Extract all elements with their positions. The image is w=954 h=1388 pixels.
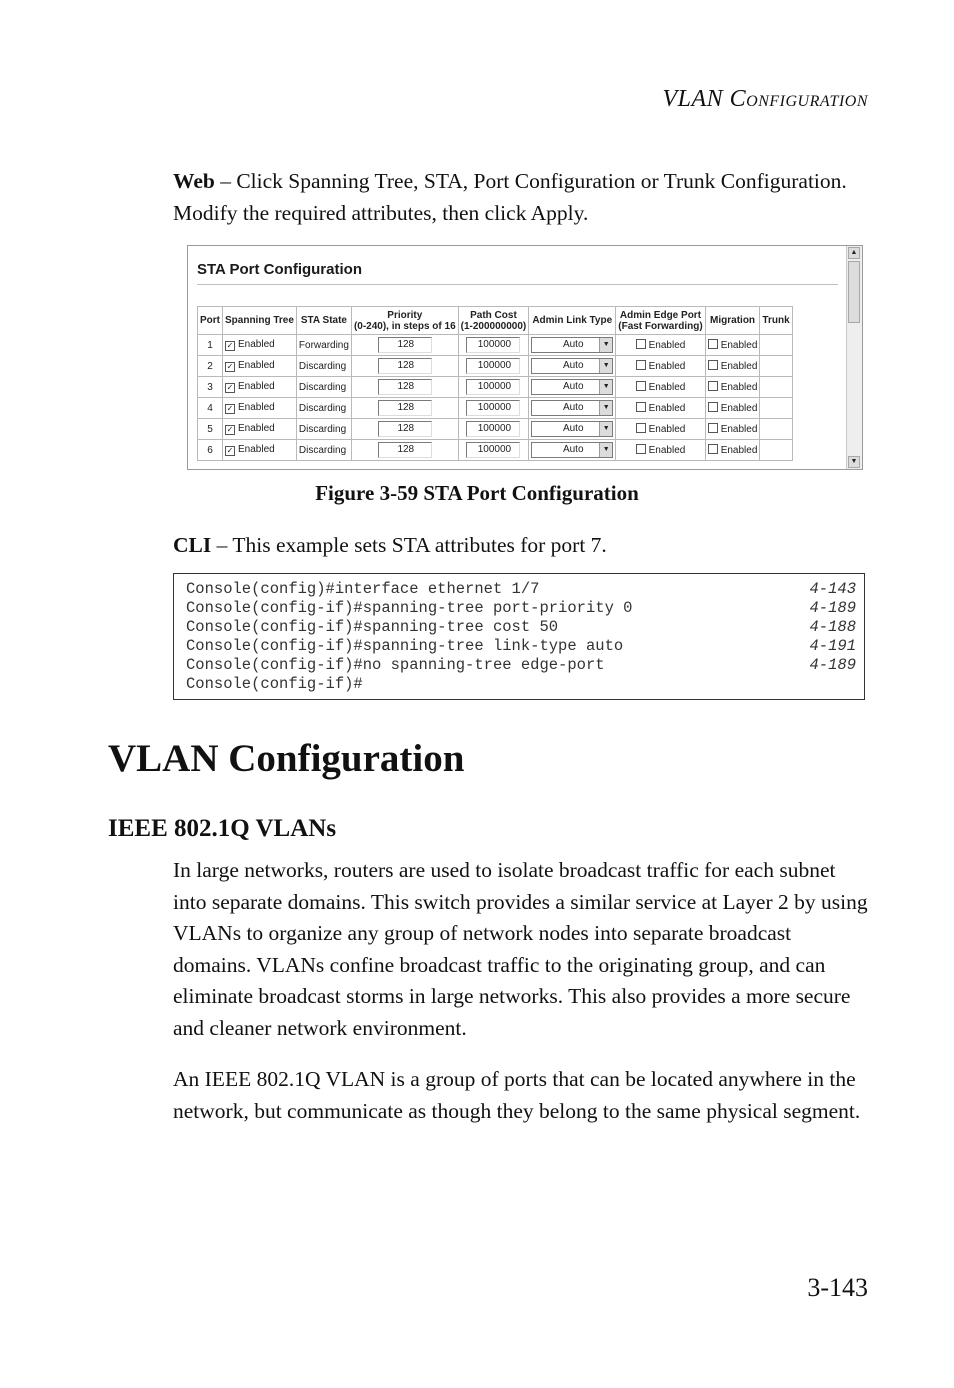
cell-path-cost[interactable] (458, 398, 529, 419)
link-type-select[interactable]: Auto ▼ (531, 358, 613, 374)
cell-trunk (760, 335, 792, 356)
cell-migration[interactable]: Enabled (705, 419, 760, 440)
cell-sta-state: Discarding (296, 440, 351, 461)
cell-edge-port[interactable]: Enabled (616, 419, 705, 440)
cell-port: 2 (198, 356, 223, 377)
checkbox-checked-icon[interactable]: ✓ (226, 362, 234, 371)
running-header-c: C (729, 86, 747, 112)
console-line: Console(config-if)#spanning-tree port-priority 0 4-189 (186, 599, 856, 617)
cell-sta-state: Discarding (296, 419, 351, 440)
running-header-lan: LAN (677, 86, 730, 112)
cell-trunk (760, 377, 792, 398)
checkbox-unchecked-icon[interactable] (708, 360, 718, 370)
dropdown-arrow-icon[interactable]: ▼ (599, 359, 612, 373)
checkbox-unchecked-icon[interactable] (636, 402, 646, 412)
cell-edge-port[interactable]: Enabled (616, 440, 705, 461)
cell-port: 4 (198, 398, 223, 419)
cell-port: 6 (198, 440, 223, 461)
web-label: Web (173, 169, 215, 193)
col-path-cost: Path Cost (1-200000000) (458, 307, 529, 335)
cli-text: – This example sets STA attributes for port 7. (211, 533, 607, 557)
link-type-select[interactable]: Auto ▼ (531, 421, 613, 437)
scroll-up-icon[interactable]: ▲ (848, 247, 860, 259)
cell-link-type[interactable] (529, 377, 616, 398)
cell-path-cost[interactable] (458, 356, 529, 377)
body-paragraph-1: In large networks, routers are used to isolate broadcast traffic for each subnet into separate domains. This switch provides a similar service at Layer 2 by using VLANs to organize any group of network nodes into separate broadcast domains. VLANs confine broadcast traffic to the originating group, and can eliminate broadcast storms in large networks. This also provides a more secure and cleaner network environment. (173, 858, 868, 1040)
cell-edge-port[interactable]: Enabled (616, 377, 705, 398)
checkbox-checked-icon[interactable]: ✓ (226, 446, 234, 455)
dropdown-arrow-icon[interactable]: ▼ (599, 443, 612, 457)
table-row (198, 335, 793, 356)
priority-input[interactable]: 128 (378, 421, 432, 437)
console-line: Console(config-if)# (186, 675, 363, 693)
cell-priority[interactable] (351, 440, 458, 461)
col-admin-edge-port: Admin Edge Port (Fast Forwarding) (616, 307, 705, 335)
cell-priority[interactable] (351, 398, 458, 419)
cell-sta-state: Discarding (296, 377, 351, 398)
table-row (198, 377, 793, 398)
cell-spanning-tree[interactable]: ✓ Enabled (223, 440, 297, 461)
checkbox-checked-icon[interactable]: ✓ (226, 383, 234, 392)
col-port: Port (198, 307, 223, 335)
col-trunk: Trunk (760, 307, 792, 335)
console-line: Console(config-if)#spanning-tree cost 50 4-188 (186, 618, 856, 636)
title-divider (197, 284, 838, 285)
cli-label: CLI (173, 533, 212, 557)
priority-input[interactable]: 128 (378, 400, 432, 416)
path-cost-input[interactable]: 100000 (466, 337, 520, 353)
cell-spanning-tree[interactable]: ✓ Enabled (223, 335, 297, 356)
cell-spanning-tree[interactable]: ✓ Enabled (223, 398, 297, 419)
checkbox-unchecked-icon[interactable] (636, 444, 646, 454)
checkbox-checked-icon[interactable]: ✓ (226, 341, 234, 350)
cell-migration[interactable]: Enabled (705, 440, 760, 461)
cell-edge-port[interactable]: Enabled (616, 356, 705, 377)
dropdown-arrow-icon[interactable]: ▼ (599, 401, 612, 415)
console-example (173, 573, 865, 700)
cell-migration[interactable]: Enabled (705, 356, 760, 377)
cell-path-cost[interactable] (458, 419, 529, 440)
col-admin-link-type: Admin Link Type (529, 307, 616, 335)
cell-link-type[interactable] (529, 440, 616, 461)
console-line: Console(config)#interface ethernet 1/7 4-143 (186, 580, 856, 598)
checkbox-unchecked-icon[interactable] (708, 381, 718, 391)
priority-input[interactable]: 128 (378, 337, 432, 353)
dropdown-arrow-icon[interactable]: ▼ (599, 380, 612, 394)
cell-trunk (760, 440, 792, 461)
cell-priority[interactable] (351, 356, 458, 377)
link-type-select[interactable]: Auto ▼ (531, 337, 613, 353)
figure-panel-title: STA Port Configuration (197, 261, 362, 278)
priority-input[interactable]: 128 (378, 379, 432, 395)
cell-link-type[interactable] (529, 398, 616, 419)
col-priority: Priority (0-240), in steps of 16 (351, 307, 458, 335)
cell-migration[interactable]: Enabled (705, 377, 760, 398)
path-cost-input[interactable]: 100000 (466, 379, 520, 395)
cli-intro (173, 530, 868, 562)
cell-migration[interactable]: Enabled (705, 398, 760, 419)
path-cost-input[interactable]: 100000 (466, 400, 520, 416)
cell-link-type[interactable] (529, 335, 616, 356)
checkbox-unchecked-icon[interactable] (708, 339, 718, 349)
checkbox-unchecked-icon[interactable] (636, 423, 646, 433)
link-type-select[interactable]: Auto ▼ (531, 442, 613, 458)
checkbox-unchecked-icon[interactable] (636, 339, 646, 349)
col-sta-state: STA State (296, 307, 351, 335)
table-row (198, 356, 793, 377)
cell-sta-state: Discarding (296, 398, 351, 419)
checkbox-unchecked-icon[interactable] (708, 423, 718, 433)
cell-path-cost[interactable] (458, 335, 529, 356)
page-number: 3-143 (807, 1273, 868, 1302)
running-header-rest: ONFIGURATION (746, 93, 868, 110)
cell-path-cost[interactable] (458, 377, 529, 398)
checkbox-checked-icon[interactable]: ✓ (226, 404, 234, 413)
col-migration: Migration (705, 307, 760, 335)
checkbox-unchecked-icon[interactable] (636, 381, 646, 391)
sta-table-body (198, 335, 793, 461)
cell-port: 3 (198, 377, 223, 398)
cell-spanning-tree[interactable]: ✓ Enabled (223, 377, 297, 398)
cell-trunk (760, 419, 792, 440)
figure-caption: Figure 3-59 STA Port Configuration (315, 481, 639, 505)
cell-spanning-tree[interactable]: ✓ Enabled (223, 356, 297, 377)
cell-priority[interactable] (351, 335, 458, 356)
table-row (198, 398, 793, 419)
running-header (662, 86, 868, 113)
cell-migration[interactable]: Enabled (705, 335, 760, 356)
cell-port: 5 (198, 419, 223, 440)
cell-trunk (760, 356, 792, 377)
running-header-v: V (662, 86, 678, 112)
link-type-select[interactable]: Auto ▼ (531, 379, 613, 395)
body-paragraph-2: An IEEE 802.1Q VLAN is a group of ports that can be located anywhere in the network, but communicate as though they belong to the same physical segment. (173, 1067, 861, 1123)
console-line: Console(config-if)#spanning-tree link-type auto 4-191 (186, 637, 856, 655)
vertical-scrollbar[interactable] (846, 246, 862, 469)
checkbox-unchecked-icon[interactable] (708, 402, 718, 412)
cell-port: 1 (198, 335, 223, 356)
cell-link-type[interactable] (529, 356, 616, 377)
checkbox-checked-icon[interactable]: ✓ (226, 425, 234, 434)
subsection-title: IEEE 802.1Q VLANs (108, 815, 337, 842)
scroll-down-icon[interactable]: ▼ (848, 456, 860, 468)
table-row (198, 440, 793, 461)
dropdown-arrow-icon[interactable]: ▼ (599, 422, 612, 436)
web-instructions (173, 166, 868, 229)
checkbox-unchecked-icon[interactable] (708, 444, 718, 454)
path-cost-input[interactable]: 100000 (466, 442, 520, 458)
cell-sta-state: Forwarding (296, 335, 351, 356)
scroll-thumb[interactable] (848, 261, 860, 323)
cell-edge-port[interactable]: Enabled (616, 335, 705, 356)
cell-sta-state: Discarding (296, 356, 351, 377)
cell-spanning-tree[interactable]: ✓ Enabled (223, 419, 297, 440)
priority-input[interactable]: 128 (378, 442, 432, 458)
cell-trunk (760, 398, 792, 419)
checkbox-unchecked-icon[interactable] (636, 360, 646, 370)
section-title: VLAN Configuration (108, 737, 465, 780)
cell-link-type[interactable] (529, 419, 616, 440)
cell-path-cost[interactable] (458, 440, 529, 461)
cell-priority[interactable] (351, 419, 458, 440)
path-cost-input[interactable]: 100000 (466, 421, 520, 437)
cell-priority[interactable] (351, 377, 458, 398)
path-cost-input[interactable]: 100000 (466, 358, 520, 374)
table-row (198, 419, 793, 440)
link-type-select[interactable]: Auto ▼ (531, 400, 613, 416)
priority-input[interactable]: 128 (378, 358, 432, 374)
sta-port-table (197, 306, 793, 461)
dropdown-arrow-icon[interactable]: ▼ (599, 338, 612, 352)
console-line: Console(config-if)#no spanning-tree edge-port 4-189 (186, 656, 856, 674)
web-text: – Click Spanning Tree, STA, Port Configuration or Trunk Configuration. Modify the required attributes, then click Apply. (173, 169, 847, 225)
col-spanning-tree: Spanning Tree (223, 307, 297, 335)
cell-edge-port[interactable]: Enabled (616, 398, 705, 419)
sta-port-config-screenshot (187, 245, 863, 470)
